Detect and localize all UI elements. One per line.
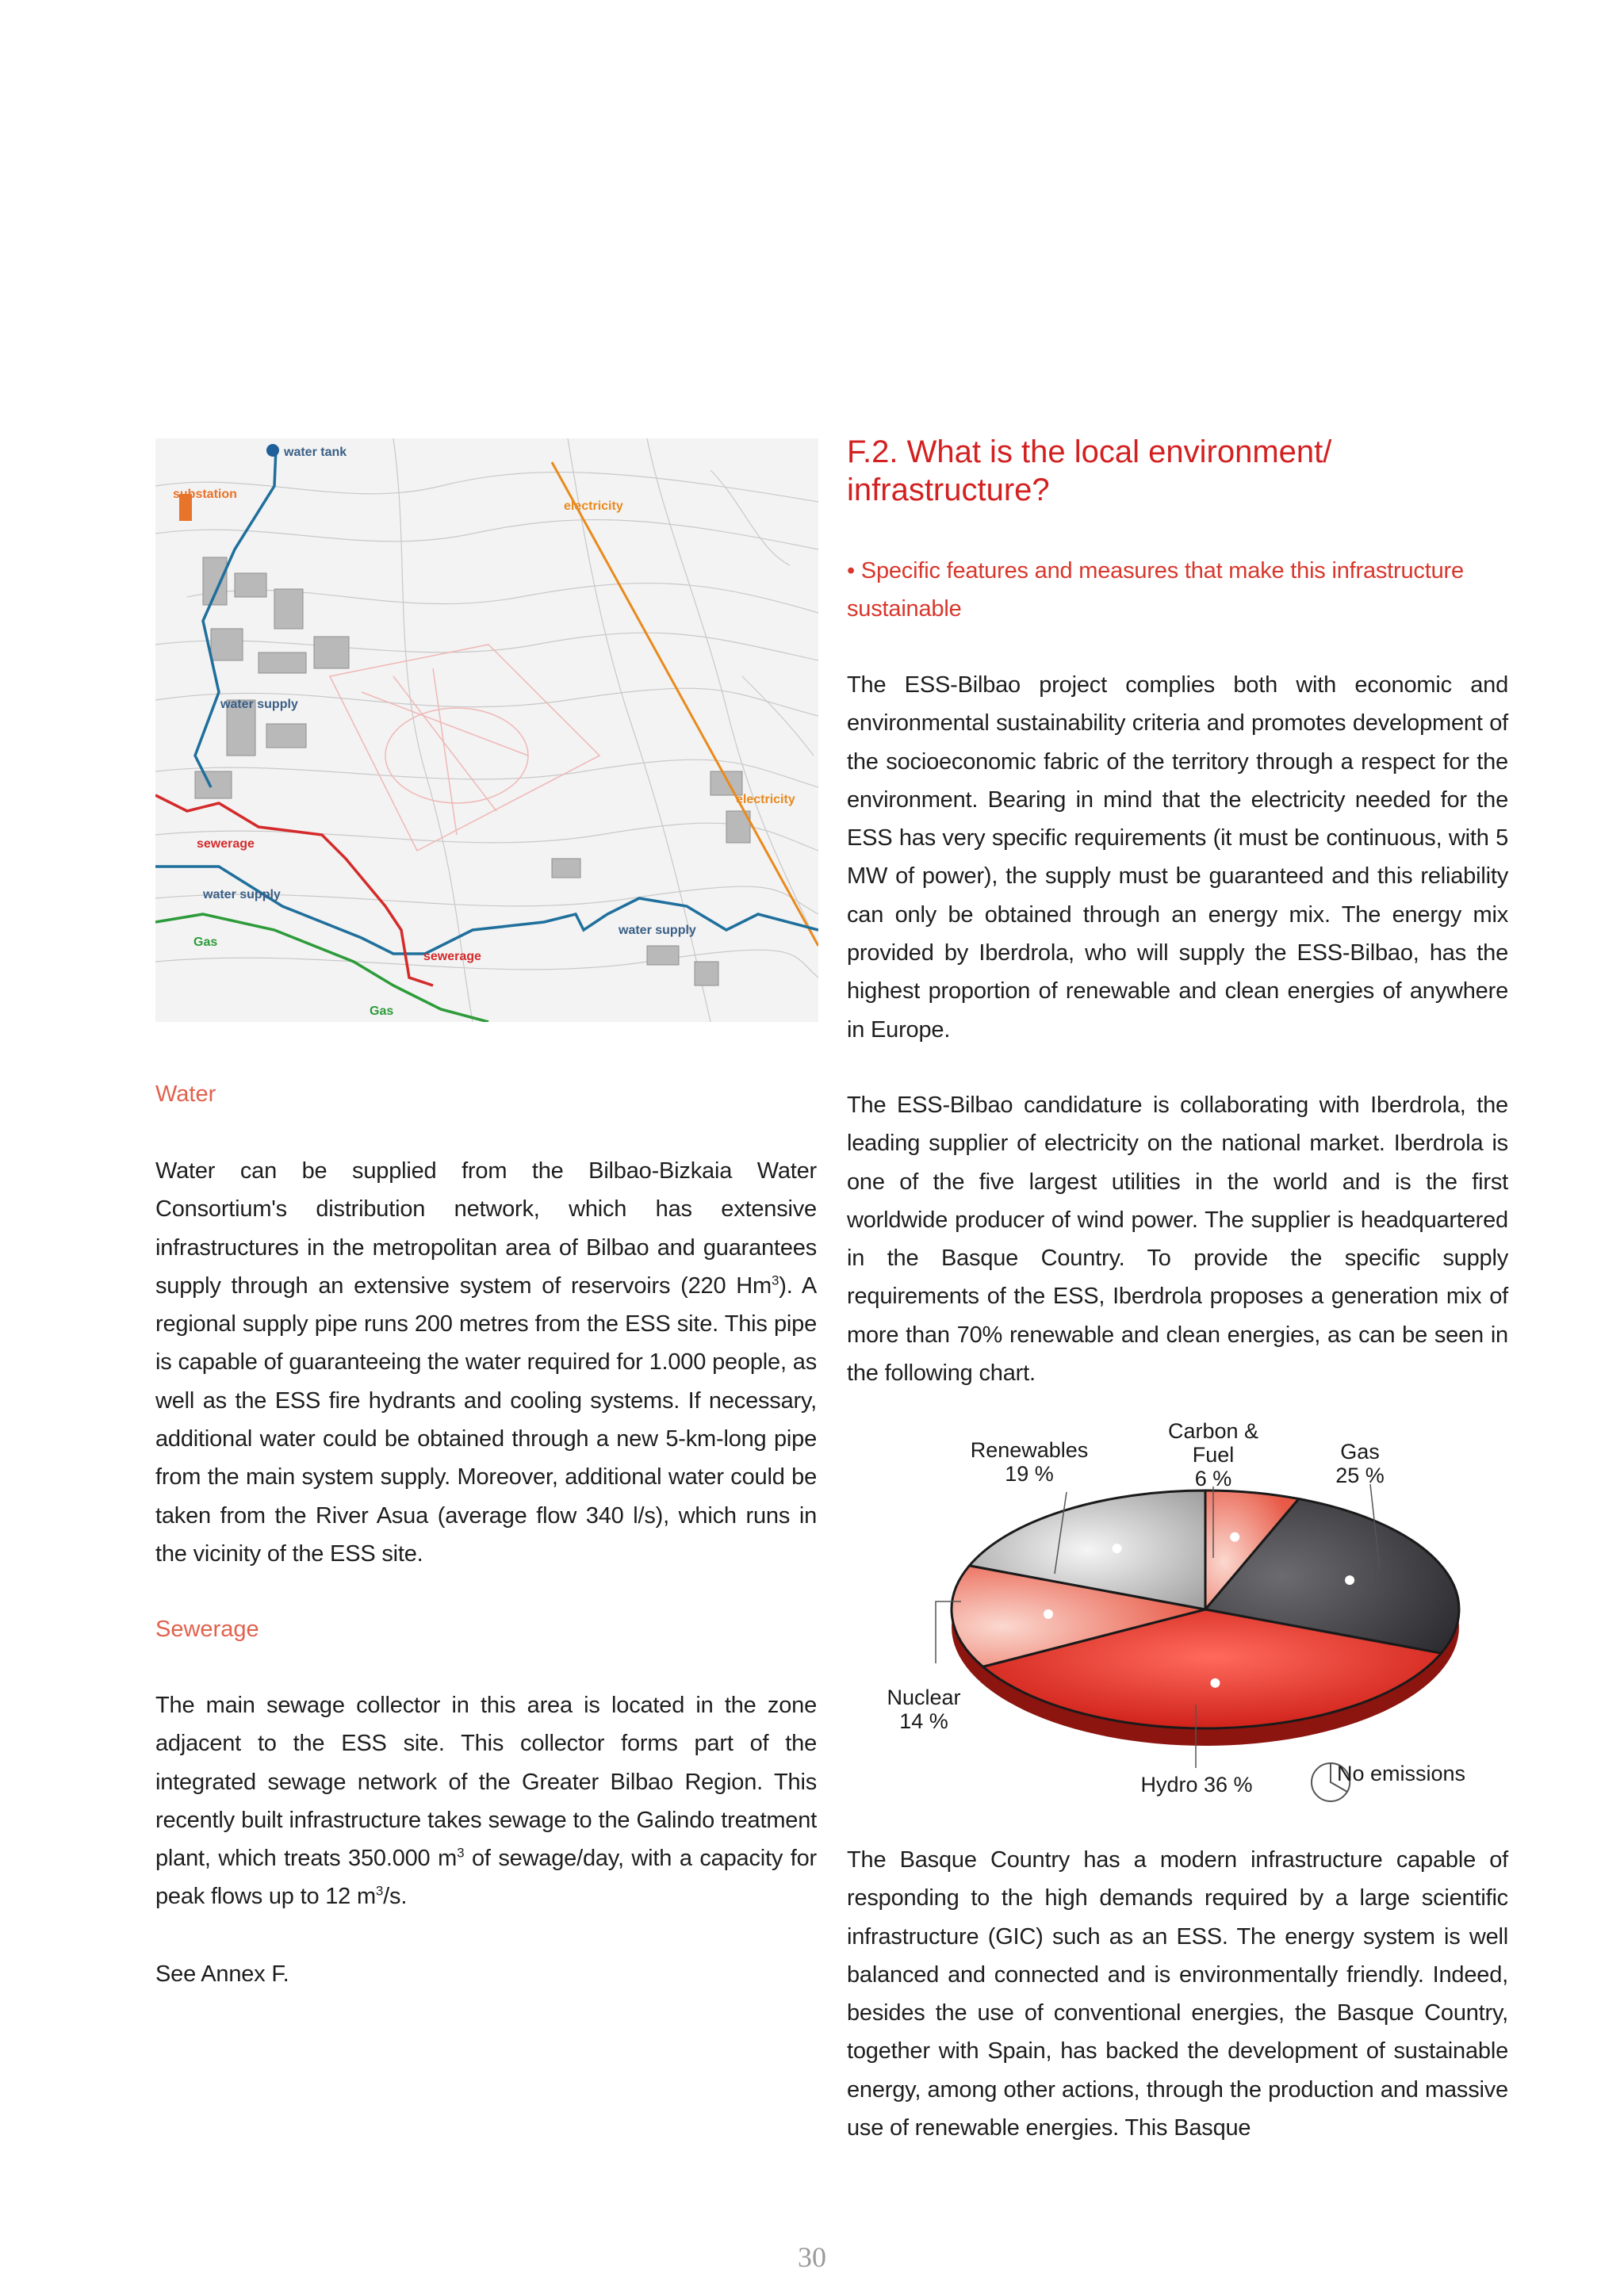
map-label-gas-left: Gas [193,936,218,949]
pie-leader-dot-nuclear [1044,1609,1053,1619]
infrastructure-map-drawing [155,438,818,1022]
annex-reference: See Annex F. [155,1961,289,1987]
infrastructure-map [155,438,818,1022]
pie-label-renewables-name: Renewables [970,1438,1089,1462]
sustainability-bullet: • Specific features and measures that make this infrastructure sustainable [847,558,1464,622]
pie-label-nuclear-name: Nuclear [887,1686,961,1709]
map-label-water-tank: water tank [284,446,347,459]
sewerage-paragraph: The main sewage collector in this area is located in the zone adjacent to the ESS site. This collector forms part of the integrated sewage network of the Greater Bilbao Region. This recently built infrastructure takes sewage to the Galindo treatment plant, which treats 350.000 $m^3$ of sewage/day, with a capacity for peak flows up to 12 $m^3/s$. [155,1693,817,1910]
map-label-gas-bottom: Gas [370,1004,394,1018]
water-heading: Water [155,1081,216,1107]
water-paragraph: Water can be supplied from the Bilbao-Bizkaia Water Consortium's distribution network, which has extensive infrastructures in the metropolitan area of Bilbao and guarantees supply through an extensive system of reservoirs (220 Hm$^3$). A regional supply pipe runs 200 metres from the ESS site. This pipe is capable of guaranteeing the water required for 1.000 people, as well as the ESS fire hydrants and cooling systems. If necessary, additional water could be obtained through a new 5-km-long pipe from the main system supply. Moreover, additional water could be taken from the River Asua (average flow 340 l/s), which runs in the vicinity of the ESS site. [155,1158,818,1567]
pie-leader-dot-gas [1345,1575,1354,1585]
pie-label-nuclear-value: 14 % [899,1709,948,1733]
water-tank-marker [266,444,279,457]
page-number: 30 [798,2241,826,2273]
no-emissions-label: No emissions [1337,1762,1466,1785]
pie-label-carbon-fuel-value: 6 % [1194,1467,1232,1490]
pie-label-hydro [1121,1773,1272,1797]
pie-label-gas [1297,1440,1423,1487]
map-label-substation: substation [173,488,237,501]
pie-label-hydro-name: Hydro [1140,1773,1198,1797]
map-label-electricity-right: electricity [736,793,795,806]
pie-label-carbon-fuel [1150,1419,1277,1490]
map-label-water-supply-lower: water supply [203,888,281,901]
sustainability-paragraph: The ESS-Bilbao project complies both with economic and environmental sustainability criteria and promotes development of the socioeconomic fabric of the territory through a respect for the environment. Bearing in mind that the electricity needed for the ESS has very specific requirements (it must be continuous, with 5 MW of power), the supply must be guaranteed and this reliability can only be obtained through an energy mix. The energy mix provided by Iberdrola, who will supply the ESS-Bilbao, has the highest proportion of renewable and clean energies of anywhere in Europe. [847,672,1508,1043]
map-label-sewerage-left: sewerage [197,837,255,851]
pie-label-carbon-fuel-name: Carbon & Fuel [1167,1419,1259,1467]
pie-label-renewables [966,1438,1093,1486]
basque-infrastructure-paragraph: The Basque Country has a modern infrastructure capable of responding to the high demands required by a large scientific infrastructure (GIC) such as an ESS. The energy system is well balanced and connected and is environmentally friendly. Indeed, besides the use of conventional energies, the Basque Country, together with Spain, has backed the development of sustainable energy, among other actions, through the production and massive use of renewable energies. This Basque [847,1847,1508,2141]
section-title-line-1: F.2. What is the local environment/ [847,434,1332,469]
pie-leader-dot-hydro [1210,1678,1220,1688]
section-title [847,433,1513,509]
pie-label-nuclear [872,1686,975,1733]
pie-label-hydro-value: 36 % [1204,1773,1253,1797]
map-label-water-supply-right: water supply [619,924,696,937]
pie-leader-dot-carbon-fuel [1230,1533,1239,1542]
pie-label-renewables-value: 19 % [1005,1462,1054,1486]
sewerage-heading: Sewerage [155,1617,259,1642]
pie-leader-dot-renewables [1112,1544,1121,1553]
pie-label-gas-name: Gas [1340,1440,1380,1464]
pie-label-gas-value: 25 % [1335,1464,1385,1487]
map-label-electricity-top: electricity [564,499,623,513]
iberdrola-paragraph: The ESS-Bilbao candidature is collaborating with Iberdrola, the leading supplier of electricity on the national market. Iberdrola is one of the five largest utilities in the world and is the first worldwide producer of wind power. The supplier is headquartered in the Basque Country. To provide the specific supply requirements of the ESS, Iberdrola proposes a generation mix of more than 70% renewable and clean energies, as can be seen in the following chart. [847,1093,1508,1387]
map-label-water-supply-left: water supply [220,698,298,711]
map-label-sewerage-bottom: sewerage [423,950,481,963]
section-title-line-2: infrastructure? [847,473,1050,507]
pie-slices [952,1490,1459,1728]
energy-mix-chart [872,1419,1507,1808]
